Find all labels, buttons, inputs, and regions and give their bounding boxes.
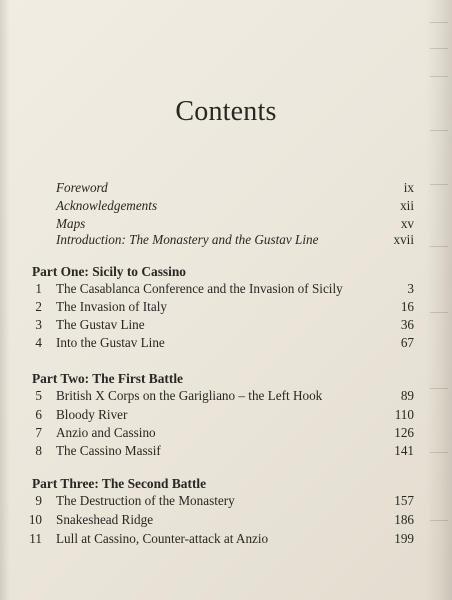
toc-page-number: 3 — [407, 281, 414, 296]
page-title: Contents — [175, 96, 277, 127]
toc-page-number: 89 — [400, 388, 414, 403]
toc-entry-title: Foreword — [56, 180, 108, 195]
chapter-title: Into the Gustav Line — [56, 335, 165, 350]
toc-page-number: 126 — [394, 425, 414, 440]
chapter-number: 7 — [35, 425, 42, 440]
chapter-title: British X Corps on the Garigliano – the Left Hook — [56, 388, 323, 403]
toc-chapter-1 — [0, 281, 452, 299]
toc-page-number: 36 — [400, 317, 414, 332]
chapter-number: 1 — [35, 281, 42, 296]
chapter-number: 8 — [35, 443, 42, 458]
toc-page-number: 110 — [394, 407, 414, 422]
chapter-title: The Invasion of Italy — [56, 299, 167, 314]
toc-chapter-3 — [0, 317, 452, 335]
toc-chapter-4 — [0, 335, 452, 353]
chapter-number: 3 — [35, 317, 42, 332]
toc-chapter-8 — [0, 443, 452, 461]
part-heading-three: Part Three: The Second Battle — [32, 476, 207, 491]
part-heading-two: Part Two: The First Battle — [32, 371, 183, 386]
toc-page-number: 199 — [394, 531, 414, 546]
toc-chapter-11 — [0, 531, 452, 549]
toc-chapter-9 — [0, 493, 452, 511]
toc-chapter-7 — [0, 425, 452, 443]
toc-page-number: 186 — [394, 512, 414, 527]
toc-front-foreword — [0, 180, 452, 198]
chapter-title: The Gustav Line — [56, 317, 145, 332]
chapter-title: The Destruction of the Monastery — [56, 493, 235, 508]
part-heading-one: Part One: Sicily to Cassino — [32, 264, 186, 279]
chapter-title: Anzio and Cassino — [56, 425, 156, 440]
chapter-number: 4 — [35, 335, 42, 350]
toc-page-number: 157 — [394, 493, 414, 508]
chapter-number: 10 — [28, 512, 42, 527]
chapter-title: The Casablanca Conference and the Invasion of Sicily — [56, 281, 343, 296]
chapter-number: 5 — [35, 388, 42, 403]
toc-front-introduction — [0, 232, 452, 250]
chapter-number: 2 — [35, 299, 42, 314]
chapter-title: Bloody River — [56, 407, 128, 422]
toc-chapter-2 — [0, 299, 452, 317]
toc-entry-title: Acknowledgements — [56, 198, 158, 213]
toc-chapter-10 — [0, 512, 452, 530]
toc-chapter-5 — [0, 388, 452, 406]
toc-entry-title: Introduction: The Monastery and the Gustav Line — [56, 232, 319, 247]
toc-page-number: 16 — [400, 299, 414, 314]
chapter-number: 6 — [35, 407, 42, 422]
toc-entry-title: Maps — [56, 216, 86, 231]
chapter-number: 9 — [35, 493, 42, 508]
toc-chapter-6 — [0, 407, 452, 425]
toc-page-number: 67 — [400, 335, 414, 350]
chapter-number: 11 — [29, 531, 42, 546]
toc-page-number: xvii — [393, 232, 414, 247]
toc-page-number: ix — [403, 180, 414, 195]
chapter-title: Snakeshead Ridge — [56, 512, 154, 527]
toc-page-number: xv — [400, 216, 414, 231]
toc-page-number: 141 — [394, 443, 414, 458]
toc-page-number: xii — [400, 198, 414, 213]
chapter-title: The Cassino Massif — [56, 443, 161, 458]
chapter-title: Lull at Cassino, Counter-attack at Anzio — [56, 531, 269, 546]
toc-front-acknowledgements — [0, 198, 452, 216]
